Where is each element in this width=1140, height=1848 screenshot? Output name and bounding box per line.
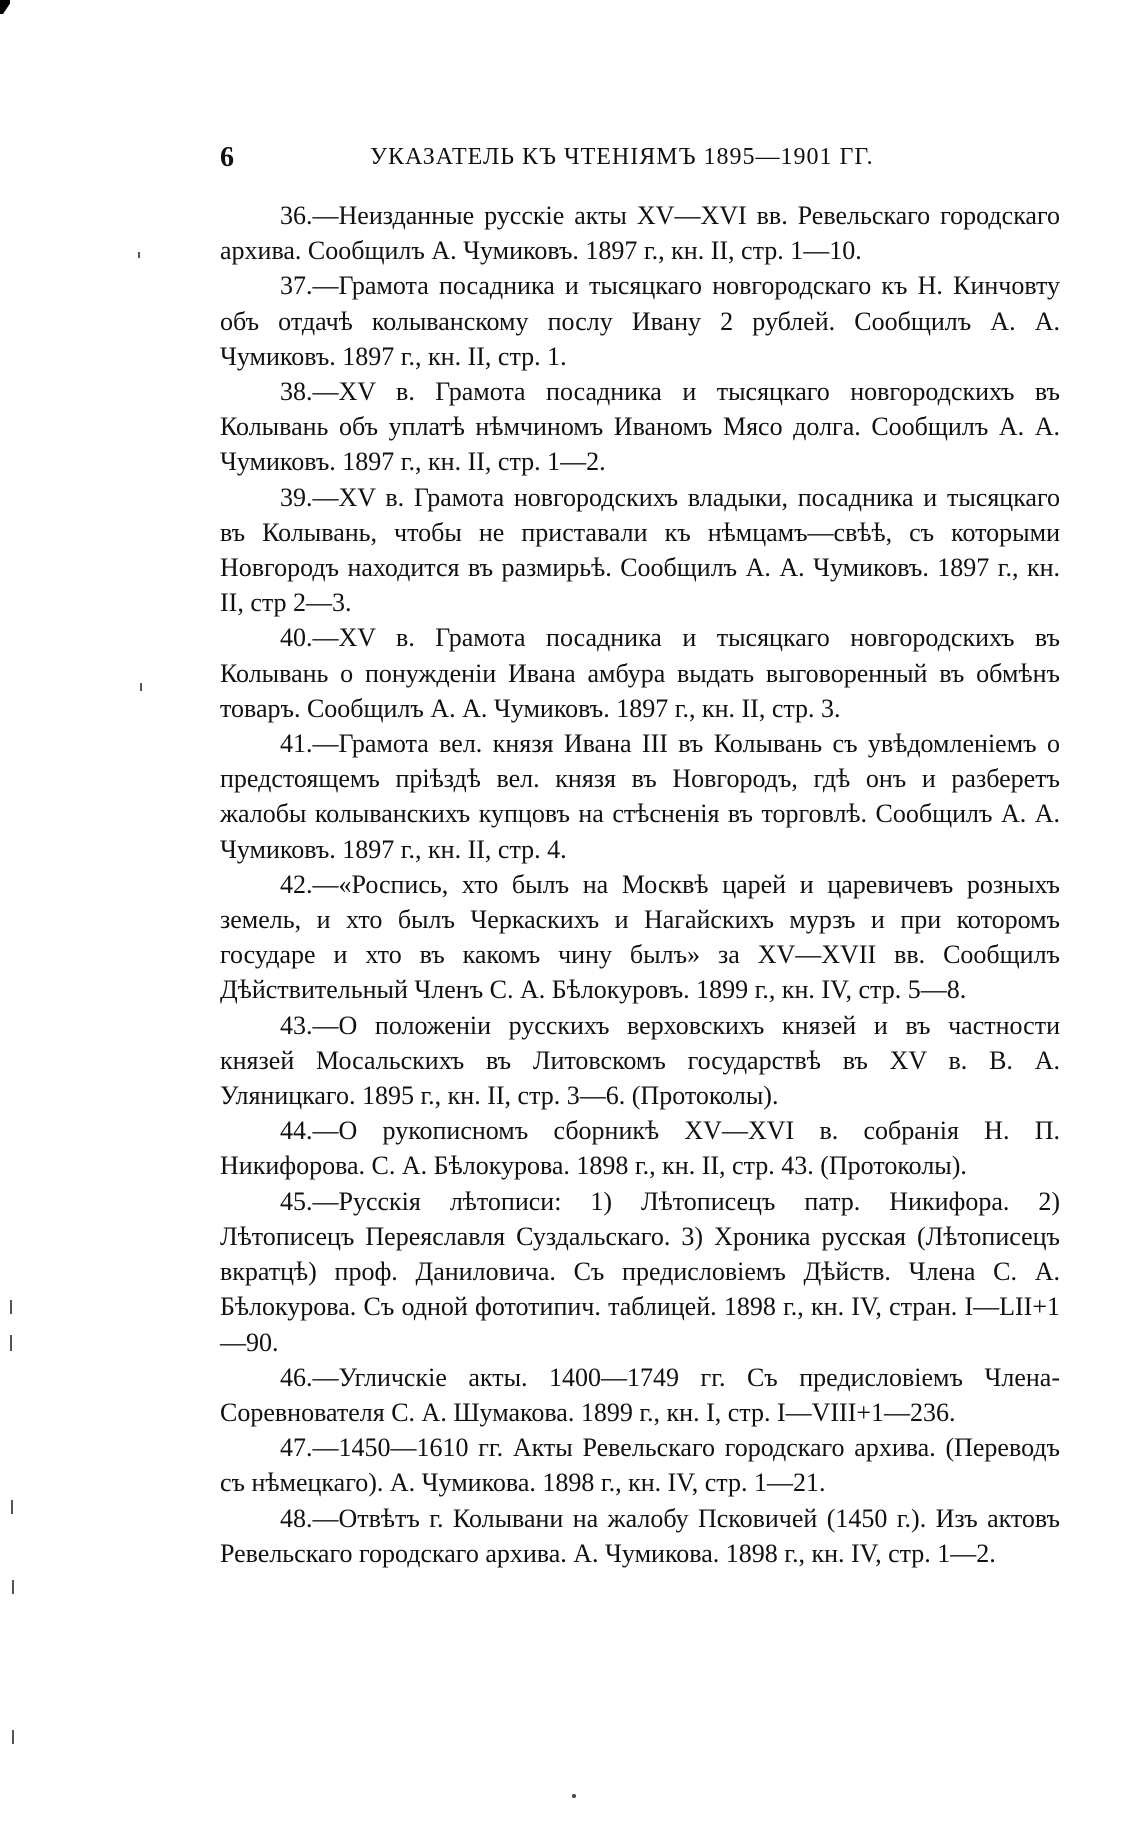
- margin-mark: [10, 1335, 12, 1351]
- entry-36: 36.—Неизданные русскіе акты XV—XVI вв. Ревельскаго городскаго архива. Сообщилъ А. Чумиковъ. 1897 г., кн. II, стр. 1—10.: [220, 201, 1060, 266]
- scan-corner-mark: [0, 0, 10, 14]
- entry-41: 41.—Грамота вел. князя Ивана III въ Колывань съ увѣдомленіемъ о предстоящемъ пріѣздѣ вел. князя въ Новгородъ, гдѣ онъ и разберетъ жалобы колыванскихъ купцовъ на стѣсненія въ торговлѣ. Сообщилъ А. А. Чумиковъ. 1897 г., кн. II, стр. 4.: [220, 729, 1060, 864]
- entry-43: 43.—О положеніи русскихъ верховскихъ князей и въ частности князей Мосальскихъ въ Литовскомъ государствѣ въ XV в. В. А. Уляницкаго. 1895 г., кн. II, стр. 3—6. (Протоколы).: [220, 1010, 1060, 1111]
- entry-39: 39.—XV в. Грамота новгородскихъ владыки, посадника и тысяцкаго въ Колывань, чтобы не приставали къ нѣмцамъ—свѣѣ, съ которыми Новгородъ находится въ размирьѣ. Сообщилъ А. А. Чумиковъ. 1897 г., кн. II, стр 2—3.: [220, 482, 1060, 618]
- margin-mark: [138, 252, 140, 258]
- entry-38: 38.—XV в. Грамота посадника и тысяцкаго новгородскихъ въ Колывань объ уплатѣ нѣмчиномъ Иваномъ Мясо долга. Сообщилъ А. А. Чумиковъ. 1897 г., кн. II, стр. 1—2.: [220, 377, 1060, 477]
- footer-dot: [572, 1794, 576, 1798]
- entry-46: 46.—Угличскіе акты. 1400—1749 гг. Съ предисловіемъ Члена-Соревнователя С. А. Шумакова. 1899 г., кн. I, стр. I—VIII+1—236.: [220, 1362, 1060, 1427]
- entry-47: 47.—1450—1610 гг. Акты Ревельскаго городскаго архива. (Переводъ съ нѣмецкаго). А. Чумикова. 1898 г., кн. IV, стр. 1—21.: [220, 1433, 1060, 1498]
- page-header: [220, 142, 1060, 182]
- margin-mark: [11, 1500, 13, 1514]
- margin-mark: [12, 1730, 14, 1744]
- page-number: 6: [220, 142, 234, 173]
- entry-42: 42.—«Роспись, хто былъ на Москвѣ царей и царевичевъ розныхъ земель, и хто былъ Черкаскихъ и Нагайскихъ мурзъ и при которомъ государе и хто въ какомъ чину былъ» за XV—XVII вв. Сообщилъ Дѣйствительный Членъ С. А. Бѣлокуровъ. 1899 г., кн. IV, стр. 5—8.: [220, 869, 1060, 1005]
- entry-45: 45.—Русскія лѣтописи: 1) Лѣтописецъ патр. Никифора. 2) Лѣтописецъ Переяславля Суздальскаго. 3) Хроника русская (Лѣтописецъ вкратцѣ) проф. Даниловича. Съ предисловіемъ Дѣйств. Члена С. А. Бѣлокурова. Съ одной фототипич. таблицей. 1898 г., кн. IV, стран. I—LII+1—90.: [220, 1186, 1060, 1357]
- running-head: УКАЗАТЕЛЬ КЪ ЧТЕНІЯМЪ 1895—1901 ГГ.: [370, 144, 874, 170]
- margin-mark: [140, 683, 142, 691]
- entry-44: 44.—О рукописномъ сборникѣ XV—XVI в. собранія Н. П. Никифорова. С. А. Бѣлокурова. 1898 г., кн. II, стр. 43. (Протоколы).: [220, 1116, 1060, 1181]
- entry-list: [220, 198, 1060, 1571]
- margin-mark: [12, 1580, 14, 1594]
- entry-48: 48.—Отвѣтъ г. Колывани на жалобу Псковичей (1450 г.). Изъ актовъ Ревельскаго городскаго архива. А. Чумикова. 1898 г., кн. IV, стр. 1—2.: [220, 1503, 1060, 1568]
- entry-37: 37.—Грамота посадника и тысяцкаго новгородскаго къ Н. Кинчовту объ отдачѣ колыванскому послу Ивану 2 рублей. Сообщилъ А. А. Чумиковъ. 1897 г., кн. II, стр. 1.: [220, 271, 1060, 371]
- entry-40: 40.—XV в. Грамота посадника и тысяцкаго новгородскихъ въ Колывань о понужденіи Ивана амбура выдать выговоренный въ обмѣнъ товаръ. Сообщилъ А. А. Чумиковъ. 1897 г., кн. II, стр. 3.: [220, 623, 1060, 723]
- margin-mark: [10, 1300, 12, 1314]
